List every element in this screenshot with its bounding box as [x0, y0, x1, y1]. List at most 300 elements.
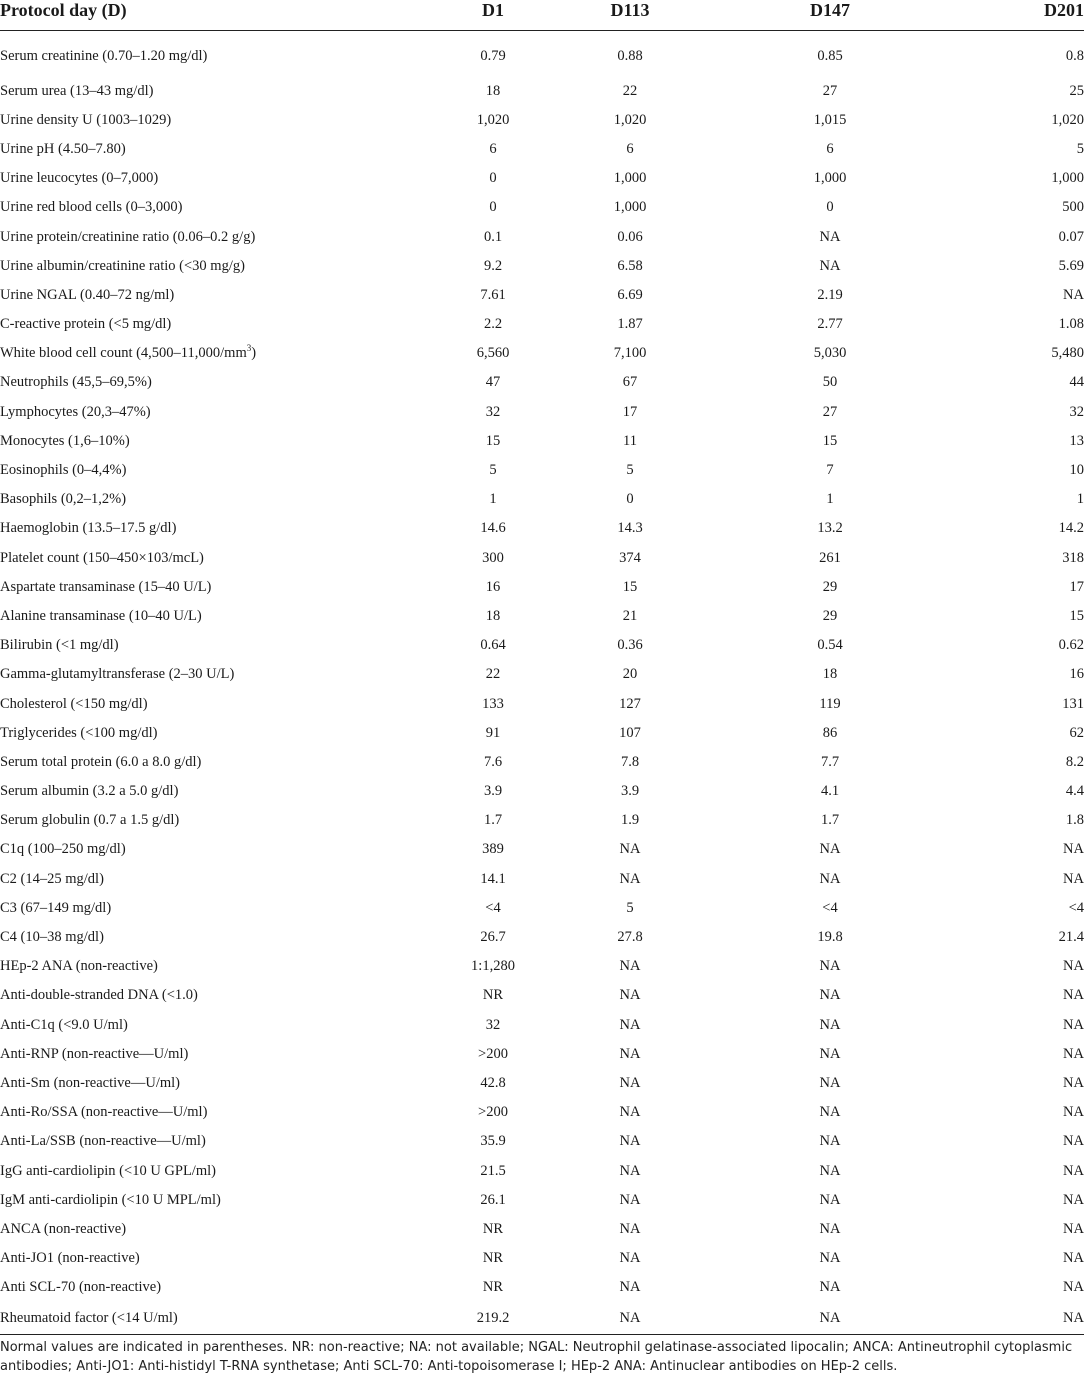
cell-d1: 5	[489, 462, 497, 479]
cell-d147: 1.7	[820, 812, 840, 829]
table-row	[0, 1185, 1084, 1214]
cell-d201: NA	[1063, 1016, 1084, 1033]
row-label-text: Gamma-glutamyltransferase (2–30 U/L)	[0, 666, 235, 683]
row-label-text: Lymphocytes (20,3–47%)	[0, 403, 151, 420]
cell-d147: 2.19	[817, 286, 843, 303]
cell-d113: 0.06	[617, 228, 643, 245]
row-label-text: Cholesterol (<150 mg/dl)	[0, 695, 148, 712]
row-label-text: Anti SCL-70 (non-reactive)	[0, 1279, 162, 1296]
cell-d147: NA	[819, 1104, 841, 1121]
cell-d1: 22	[485, 666, 501, 683]
cell-d113: 20	[622, 666, 638, 683]
row-label-text: Serum albumin (3.2 a 5.0 g/dl)	[0, 783, 179, 800]
row-label	[0, 455, 330, 484]
row-label-text: Haemoglobin (13.5–17.5 g/dl)	[0, 520, 177, 537]
row-label	[0, 922, 330, 951]
row-label-text: Neutrophils (45,5–69,5%)	[0, 374, 152, 391]
cell-d147: 0	[826, 199, 834, 216]
row-label-text: Platelet count (150–450×103/mcL)	[0, 549, 204, 566]
cell-d1: 32	[485, 403, 501, 420]
cell-d201: 131	[1062, 695, 1084, 712]
cell-d113: NA	[619, 1045, 641, 1062]
cell-d201: 0.07	[1058, 228, 1084, 245]
cell-d1: NR	[482, 987, 504, 1004]
cell-d201: 5.69	[1058, 257, 1084, 274]
row-label	[0, 543, 330, 572]
cell-d201: 13	[1069, 432, 1084, 449]
cell-d201: NA	[1063, 1074, 1084, 1091]
cell-d113: NA	[619, 1279, 641, 1296]
row-label-text: Serum urea (13–43 mg/dl)	[0, 82, 154, 99]
cell-d147: 1,000	[813, 170, 847, 187]
table-row	[0, 76, 1084, 105]
cell-d113: 0.36	[617, 637, 643, 654]
table-row	[0, 806, 1084, 835]
row-label	[0, 397, 330, 426]
cell-d147: NA	[819, 1045, 841, 1062]
cell-d1: 0.64	[480, 637, 506, 654]
cell-d1: 9.2	[483, 257, 503, 274]
row-label-text: C-reactive protein (<5 mg/dl)	[0, 316, 172, 333]
cell-d201: 44	[1069, 374, 1084, 391]
cell-d1: 3.9	[483, 783, 503, 800]
cell-d201: 10	[1069, 462, 1084, 479]
table-row	[0, 952, 1084, 981]
header-d201: D201	[930, 0, 1084, 31]
cell-d1: >200	[478, 1104, 508, 1121]
cell-d201: 0.62	[1058, 637, 1084, 654]
row-label	[0, 1214, 330, 1243]
row-label-text: Bilirubin (<1 mg/dl)	[0, 637, 119, 654]
cell-d1: 21.5	[480, 1162, 506, 1179]
row-label-text: Urine pH (4.50–7.80)	[0, 140, 126, 157]
row-label-end: )	[251, 345, 257, 362]
cell-d147: 5,030	[813, 345, 847, 362]
table-row	[0, 105, 1084, 134]
cell-d113: 27.8	[617, 929, 643, 946]
row-label	[0, 514, 330, 543]
cell-d113: NA	[619, 958, 641, 975]
cell-d201: 1.8	[1065, 812, 1084, 829]
cell-d1: 0.79	[480, 47, 506, 64]
cell-d113: NA	[619, 1016, 641, 1033]
row-label-text: Aspartate transaminase (15–40 U/L)	[0, 578, 212, 595]
cell-d113: NA	[619, 987, 641, 1004]
cell-d147: NA	[819, 1191, 841, 1208]
cell-d113: 0	[626, 491, 634, 508]
cell-d201: 1.08	[1058, 316, 1084, 333]
cell-d201: 15	[1069, 607, 1084, 624]
cell-d147: NA	[819, 228, 841, 245]
cell-d201: NA	[1063, 1191, 1084, 1208]
cell-d201: NA	[1063, 958, 1084, 975]
cell-d147: NA	[819, 1074, 841, 1091]
cell-d1: 219.2	[330, 1302, 530, 1335]
table-row	[0, 310, 1084, 339]
cell-d113: 15	[622, 578, 638, 595]
row-label	[0, 251, 330, 280]
cell-d113: 1.87	[617, 316, 643, 333]
row-label	[0, 1244, 330, 1273]
header-d1: D1	[330, 0, 530, 31]
cell-d1: 18	[485, 607, 501, 624]
cell-d113: 6	[626, 140, 634, 157]
cell-d147: 0.54	[817, 637, 843, 654]
cell-d147: 15	[822, 432, 838, 449]
cell-d201: 16	[1069, 666, 1084, 683]
row-label	[0, 1273, 330, 1302]
row-label	[0, 339, 330, 368]
table-row	[0, 397, 1084, 426]
cell-d1: 0	[489, 170, 497, 187]
row-label-text: C2 (14–25 mg/dl)	[0, 870, 104, 887]
row-label-superscript: 3	[246, 343, 252, 354]
table-row	[0, 368, 1084, 397]
cell-d201: NA	[1063, 1279, 1084, 1296]
cell-d113: 5	[626, 899, 634, 916]
row-label-text: Urine density U (1003–1029)	[0, 111, 172, 128]
cell-d147: NA	[819, 1162, 841, 1179]
row-label	[0, 1039, 330, 1068]
cell-d1: 15	[485, 432, 501, 449]
cell-d201: NA	[1063, 1162, 1084, 1179]
cell-d147: 29	[822, 578, 838, 595]
cell-d1: 14.6	[480, 520, 506, 537]
cell-d113: 67	[622, 374, 638, 391]
table-row	[0, 1068, 1084, 1097]
table-row	[0, 660, 1084, 689]
cell-d147: 0.85	[817, 47, 843, 64]
table-row	[0, 31, 1084, 77]
cell-d147: 119	[819, 695, 841, 712]
table-row	[0, 134, 1084, 163]
table-row	[0, 164, 1084, 193]
cell-d1: 14.1	[480, 870, 506, 887]
row-label-text: HEp-2 ANA (non-reactive)	[0, 958, 158, 975]
cell-d1: NR	[482, 1279, 504, 1296]
cell-d201: NA	[1063, 870, 1084, 887]
table-row	[0, 1039, 1084, 1068]
row-label-text: Urine NGAL (0.40–72 ng/ml)	[0, 286, 175, 303]
row-label-text: Urine leucocytes (0–7,000)	[0, 170, 159, 187]
table-row	[0, 689, 1084, 718]
cell-d201: <4	[1068, 899, 1084, 916]
table-row	[0, 222, 1084, 251]
cell-d147: 27	[822, 82, 838, 99]
cell-d201: 500	[1062, 199, 1084, 216]
cell-d147: 13.2	[817, 520, 843, 537]
cell-d201: 21.4	[1058, 929, 1084, 946]
cell-d1: 42.8	[480, 1074, 506, 1091]
cell-d113: NA	[619, 1133, 641, 1150]
table-row	[0, 835, 1084, 864]
cell-d113: 7,100	[613, 345, 647, 362]
row-label-text: Serum total protein (6.0 a 8.0 g/dl)	[0, 753, 202, 770]
table-row	[0, 922, 1084, 951]
row-label	[0, 601, 330, 630]
row-label-text: Rheumatoid factor (<14 U/ml)	[0, 1309, 178, 1326]
row-label	[0, 426, 330, 455]
cell-d113: 21	[622, 607, 638, 624]
row-label-text: Triglycerides (<100 mg/dl)	[0, 724, 158, 741]
cell-d1: 7.6	[483, 753, 503, 770]
row-label	[0, 631, 330, 660]
cell-d147: NA	[819, 257, 841, 274]
row-label	[0, 747, 330, 776]
cell-d201: 4.4	[1065, 783, 1084, 800]
cell-d113: NA	[619, 1250, 641, 1267]
cell-d113: NA	[619, 1220, 641, 1237]
cell-d1: 32	[485, 1016, 501, 1033]
row-label	[0, 806, 330, 835]
row-label-text: Eosinophils (0–4,4%)	[0, 462, 127, 479]
cell-d113: NA	[619, 1162, 641, 1179]
table-row	[0, 1273, 1084, 1302]
cell-d201: 5	[1076, 140, 1084, 157]
cell-d201: 5,480	[1051, 345, 1084, 362]
cell-d113: 1,000	[613, 170, 647, 187]
cell-d113: 1.9	[620, 812, 640, 829]
table-footnote: Normal values are indicated in parentheses. NR: non-reactive; NA: not available; NGAL: Neutrophil gelatinase-associated lipocalin; ANCA: Antineutrophil cytoplasmic antibodies; Anti-JO1: Anti-histidyl T-RNA synthetase; Anti SCL-70: Anti-topoisomerase I; HEp-2 ANA: Antinuclear antibodies on HEp-2 cells.	[0, 1340, 1073, 1374]
cell-d1: 300	[482, 549, 504, 566]
row-label	[0, 718, 330, 747]
cell-d201: 17	[1069, 578, 1084, 595]
table-row	[0, 193, 1084, 222]
row-label-text: Anti-Sm (non-reactive—U/ml)	[0, 1074, 180, 1091]
row-label	[0, 1185, 330, 1214]
cell-d1: 91	[485, 724, 501, 741]
cell-d147: NA	[819, 841, 841, 858]
row-label-text: Urine red blood cells (0–3,000)	[0, 199, 183, 216]
cell-d201: NA	[1063, 987, 1084, 1004]
table-row	[0, 631, 1084, 660]
cell-d201: NA	[1063, 1104, 1084, 1121]
row-label	[0, 660, 330, 689]
cell-d147: 2.77	[817, 316, 843, 333]
cell-d1: 2.2	[483, 316, 503, 333]
cell-d1: NR	[482, 1250, 504, 1267]
table-row	[0, 1244, 1084, 1273]
cell-d113: 1,000	[613, 199, 647, 216]
table-row	[0, 718, 1084, 747]
cell-d201: 62	[1069, 724, 1084, 741]
cell-d147: 4.1	[820, 783, 840, 800]
cell-d147: 86	[822, 724, 838, 741]
row-label-text: C3 (67–149 mg/dl)	[0, 899, 112, 916]
row-label-text: Monocytes (1,6–10%)	[0, 432, 130, 449]
row-label-text: Serum creatinine (0.70–1.20 mg/dl)	[0, 47, 208, 64]
row-label	[0, 193, 330, 222]
cell-d1: 18	[485, 82, 501, 99]
row-label	[0, 893, 330, 922]
cell-d113: 3.9	[620, 783, 640, 800]
cell-d147: NA	[819, 1220, 841, 1237]
cell-d1: 7.61	[480, 286, 506, 303]
cell-d1: 1,020	[476, 111, 510, 128]
row-label	[0, 1098, 330, 1127]
cell-d1: 6,560	[476, 345, 510, 362]
row-label	[0, 572, 330, 601]
row-label	[0, 1127, 330, 1156]
table-row	[0, 601, 1084, 630]
cell-d201: NA	[1063, 1133, 1084, 1150]
cell-d1: >200	[478, 1045, 508, 1062]
row-label	[0, 76, 330, 105]
cell-d147: 27	[822, 403, 838, 420]
table-row	[0, 864, 1084, 893]
cell-d201: NA	[1063, 1220, 1084, 1237]
row-label-text: IgM anti-cardiolipin (<10 U MPL/ml)	[0, 1191, 221, 1208]
cell-d1: 0	[489, 199, 497, 216]
table-row	[0, 514, 1084, 543]
cell-d1: 133	[482, 695, 504, 712]
row-label-text: Anti-double-stranded DNA (<1.0)	[0, 987, 198, 1004]
cell-d147: 6	[826, 140, 834, 157]
row-label	[0, 485, 330, 514]
cell-d113: NA	[619, 1104, 641, 1121]
cell-d147: 1,015	[813, 111, 847, 128]
table-row	[0, 280, 1084, 309]
row-label	[0, 689, 330, 718]
header-d113: D113	[530, 0, 730, 31]
cell-d201: 32	[1069, 403, 1084, 420]
cell-d113: 17	[622, 403, 638, 420]
cell-d147: 7.7	[820, 753, 840, 770]
cell-d147: 19.8	[817, 929, 843, 946]
cell-d147: 50	[822, 374, 838, 391]
cell-d201: 318	[1062, 549, 1084, 566]
table-row	[0, 1214, 1084, 1243]
table-row	[0, 777, 1084, 806]
cell-d1: 389	[482, 841, 504, 858]
cell-d201: 1,020	[1051, 111, 1084, 128]
row-label	[0, 864, 330, 893]
cell-d113: NA	[619, 870, 641, 887]
cell-d147: 18	[822, 666, 838, 683]
cell-d147: NA	[819, 1016, 841, 1033]
cell-d113: 5	[626, 462, 634, 479]
row-label	[0, 777, 330, 806]
cell-d147: 1	[826, 491, 834, 508]
cell-d147: 261	[819, 549, 841, 566]
table-row	[0, 1010, 1084, 1039]
cell-d201: 1,000	[1051, 170, 1084, 187]
cell-d113: 0.88	[617, 47, 643, 64]
cell-d113: 6.58	[617, 257, 643, 274]
cell-d201: 0.8	[1065, 47, 1084, 64]
row-label-text: Urine albumin/creatinine ratio (<30 mg/g)	[0, 257, 245, 274]
cell-d201: 14.2	[1058, 520, 1084, 537]
cell-d113: NA	[530, 1302, 730, 1335]
table-body	[0, 31, 1084, 1335]
table-row	[0, 747, 1084, 776]
cell-d113: 6.69	[617, 286, 643, 303]
cell-d1: <4	[485, 899, 501, 916]
cell-d147: NA	[819, 1133, 841, 1150]
row-label-text: Anti-JO1 (non-reactive)	[0, 1250, 140, 1267]
row-label	[0, 835, 330, 864]
row-label	[0, 105, 330, 134]
header-d147: D147	[730, 0, 930, 31]
row-label	[0, 222, 330, 251]
cell-d147: 7	[826, 462, 834, 479]
row-label-text: ANCA (non-reactive)	[0, 1220, 127, 1237]
row-label-text: C4 (10–38 mg/dl)	[0, 929, 104, 946]
row-label	[0, 164, 330, 193]
table-row	[0, 1156, 1084, 1185]
cell-d1: 26.7	[480, 929, 506, 946]
table-row	[0, 981, 1084, 1010]
row-label-text: Urine protein/creatinine ratio (0.06–0.2 g/g)	[0, 228, 256, 245]
cell-d113: NA	[619, 841, 641, 858]
cell-d113: 7.8	[620, 753, 640, 770]
cell-d113: 127	[619, 695, 641, 712]
table-row	[0, 893, 1084, 922]
cell-d113: 374	[619, 549, 641, 566]
cell-d201: NA	[1063, 841, 1084, 858]
row-label	[0, 280, 330, 309]
table-row	[0, 485, 1084, 514]
row-label-text: C1q (100–250 mg/dl)	[0, 841, 126, 858]
table-row	[0, 455, 1084, 484]
row-label-text: IgG anti-cardiolipin (<10 U GPL/ml)	[0, 1162, 216, 1179]
cell-d201: 25	[1069, 82, 1084, 99]
cell-d1: 35.9	[480, 1133, 506, 1150]
cell-d1: 16	[485, 578, 501, 595]
cell-d201: NA	[1063, 286, 1084, 303]
cell-d113: NA	[619, 1074, 641, 1091]
row-label	[0, 134, 330, 163]
row-label-text: Basophils (0,2–1,2%)	[0, 491, 127, 508]
row-label	[0, 952, 330, 981]
cell-d201: NA	[1063, 1045, 1084, 1062]
cell-d1: 1:1,280	[471, 958, 515, 975]
cell-d201: NA	[930, 1302, 1084, 1335]
cell-d147: NA	[819, 1279, 841, 1296]
table-row	[0, 1098, 1084, 1127]
table-row	[0, 1302, 1084, 1335]
table-header-row	[0, 0, 1084, 31]
cell-d147: NA	[730, 1302, 930, 1335]
cell-d1: 6	[489, 140, 497, 157]
table-row	[0, 339, 1084, 368]
cell-d113: 107	[619, 724, 641, 741]
row-label-text: Anti-La/SSB (non-reactive—U/ml)	[0, 1133, 206, 1150]
row-label-text: Alanine transaminase (10–40 U/L)	[0, 607, 202, 624]
cell-d113: 1,020	[613, 111, 647, 128]
cell-d201: 8.2	[1065, 753, 1084, 770]
row-label-text: Anti-Ro/SSA (non-reactive—U/ml)	[0, 1104, 208, 1121]
row-label-text: Anti-RNP (non-reactive—U/ml)	[0, 1045, 189, 1062]
row-label	[0, 1302, 330, 1335]
table-row	[0, 572, 1084, 601]
cell-d201: 1	[1076, 491, 1084, 508]
row-label	[0, 310, 330, 339]
cell-d201: NA	[1063, 1250, 1084, 1267]
cell-d1: 1	[489, 491, 497, 508]
cell-d147: 29	[822, 607, 838, 624]
cell-d147: NA	[819, 987, 841, 1004]
cell-d1: 1.7	[483, 812, 503, 829]
cell-d147: NA	[819, 1250, 841, 1267]
cell-d1: 47	[485, 374, 501, 391]
cell-d147: NA	[819, 870, 841, 887]
row-label-text: Anti-C1q (<9.0 U/ml)	[0, 1016, 128, 1033]
table-row	[0, 543, 1084, 572]
table-row	[0, 251, 1084, 280]
table-row	[0, 1127, 1084, 1156]
cell-d113: 22	[622, 82, 638, 99]
